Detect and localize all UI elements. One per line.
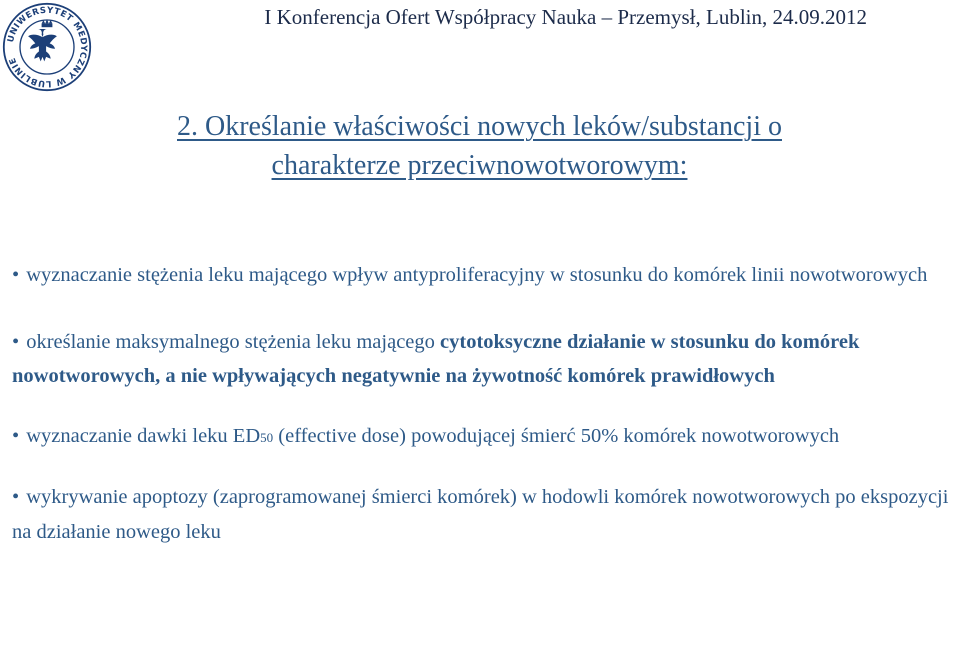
bullet-subscript: 50 bbox=[260, 429, 274, 445]
conference-header: I Konferencja Ofert Współpracy Nauka – Przemysł, Lublin, 24.09.2012 bbox=[264, 5, 867, 29]
bullet-marker: • bbox=[12, 264, 20, 286]
bullet-marker: • bbox=[12, 486, 20, 508]
bullet-text: określanie maksymalnego stężenia leku mającego bbox=[26, 330, 441, 353]
university-seal-icon bbox=[2, 2, 92, 92]
list-item bbox=[12, 325, 955, 394]
list-item bbox=[12, 258, 955, 293]
slide-title-line-2: charakterze przeciwnowotworowym: bbox=[271, 150, 688, 181]
slide-title-line-1: 2. Określanie właściwości nowych leków/substancji o bbox=[177, 111, 782, 142]
bullet-text: wykrywanie apoptozy (zaprogramowanej śmierci komórek) w hodowli komórek nowotworowych po ekspozycji na działanie nowego leku bbox=[12, 486, 949, 543]
list-item bbox=[12, 419, 955, 456]
bullet-text-bold: cytotoksyczne działanie w stosunku do komórek nowotworowych, a nie wpływających negatywnie na żywotność komórek prawidłowych bbox=[12, 330, 860, 387]
bullet-marker: • bbox=[12, 330, 20, 353]
bullet-text: wyznaczanie dawki leku ED bbox=[26, 424, 261, 447]
seal-ring-text: UNIWERSYTET MEDYCZNY W LUBLINIE bbox=[6, 5, 89, 89]
bullet-text-after: (effective dose) powodującej śmierć 50% komórek nowotworowych bbox=[273, 424, 840, 447]
list-item bbox=[12, 480, 955, 549]
svg-text:UNIWERSYTET MEDYCZNY W LUBLINI bbox=[6, 6, 88, 89]
bullet-list bbox=[12, 258, 955, 549]
slide-title bbox=[0, 107, 959, 185]
bullet-marker: • bbox=[12, 424, 20, 447]
bullet-text: wyznaczanie stężenia leku mającego wpływ antyproliferacyjny w stosunku do komórek linii nowotworowych bbox=[26, 264, 928, 286]
